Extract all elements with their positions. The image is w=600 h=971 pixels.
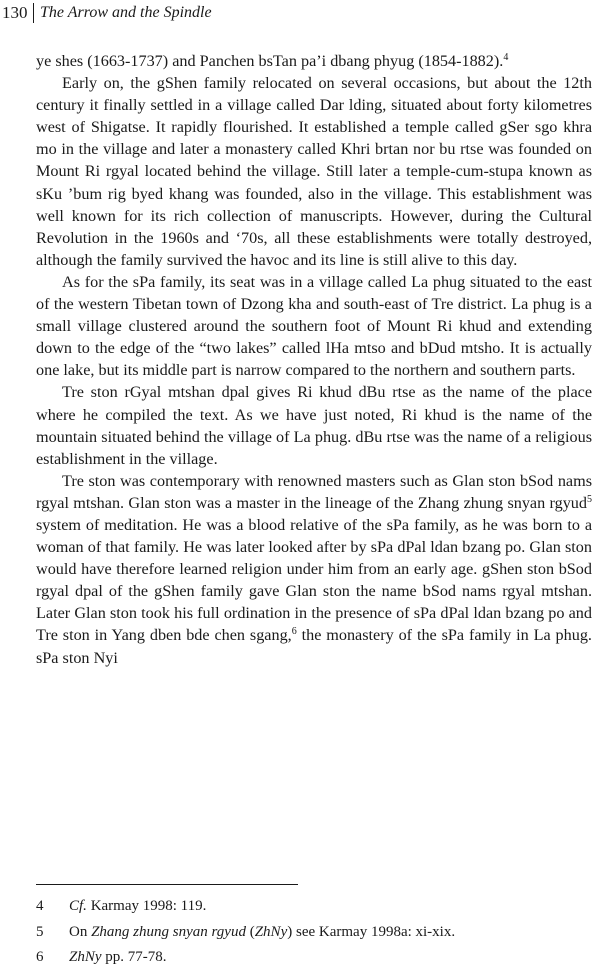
paragraph-text: the monastery of the sPa family in La phug. sPa ston Nyi xyxy=(36,626,592,667)
header-divider xyxy=(33,3,35,23)
paragraph-text: ye shes (1663-1737) and Panchen bsTan pa’i dbang phyug (1854-1882). xyxy=(36,52,504,70)
paragraph-text: Early on, the gShen family relocated on several occasions, but about the 12th century it finally settled in a village called Dar lding, situated about forty kilometres west of Shigatse. It rapidly flourished. It established a temple called gSer sgo khra mo in the village and later a monastery called Khri brtan nor bu rtse was founded on Mount Ri rgyal located behind the village. Still later a temple-cum-stupa known as sKu ’bum rig byed khang was founded, also in the village. This establishment was well known for its rich collection of manuscripts. However, during the Cultural Revolution in the 1960s and ‘70s, all these establishments were totally destroyed, although the family survived the havoc and its line is still alive to this day. xyxy=(36,74,592,269)
footnote-number: 6 xyxy=(36,949,44,965)
footnote-italic: ZhNy xyxy=(254,923,288,940)
footnote-ref-5[interactable]: 5 xyxy=(587,493,592,505)
footnote-mid: ( xyxy=(245,923,255,940)
running-title: The Arrow and the Spindle xyxy=(40,4,212,21)
footnote-ref-6[interactable]: 6 xyxy=(291,626,297,638)
body-text xyxy=(36,50,592,669)
footnote-rule xyxy=(36,884,298,885)
paragraph-text: As for the sPa family, its seat was in a village called La phug situated to the east of the western Tibetan town of Dzong kha and south-east of Tre district. La phug is a small village clustered around the southern foot of Mount Ri khud and extending down to the edge of the “two lakes” called lHa mtso and bDud mtsho. It is actually one lake, but its middle part is narrow compared to the northern and southern parts. xyxy=(36,272,592,380)
paragraph-1 xyxy=(36,50,592,72)
running-head xyxy=(2,2,212,24)
footnote-italic: ZhNy xyxy=(69,949,102,965)
footnote-ref-4[interactable]: 4 xyxy=(503,52,509,63)
footnote-body: ) see Karmay 1998a: xi-xix. xyxy=(287,923,456,940)
paragraph-5 xyxy=(36,470,592,669)
footnote-number: 5 xyxy=(36,923,44,940)
footnote-prefix: On xyxy=(69,923,92,940)
footnote-italic: Zhang zhung snyan rgyud xyxy=(91,923,246,940)
paragraph-text: Tre ston was contemporary with renowned masters such as Glan ston bSod nams rgyal mtshan. Glan ston was a master in the lineage of the Zhang zhung snyan rgyud xyxy=(36,471,592,512)
footnote-4 xyxy=(36,894,592,920)
footnote-6 xyxy=(36,945,592,971)
footnotes xyxy=(36,894,592,971)
footnote-number: 4 xyxy=(36,898,44,914)
footnote-text xyxy=(69,920,455,946)
footnote-italic: Cf. xyxy=(69,898,87,914)
paragraph-2 xyxy=(36,72,592,271)
footnote-text xyxy=(69,945,167,971)
footnote-body: Karmay 1998: 119. xyxy=(86,898,207,914)
paragraph-text: Tre ston rGyal mtshan dpal gives Ri khud dBu rtse as the name of the place where he compiled the text. As we have just noted, Ri khud is the name of the mountain situated behind the village of La phug. dBu rtse was the name of a religious establishment in the village. xyxy=(36,383,592,468)
footnote-body: pp. 77-78. xyxy=(101,949,167,965)
paragraph-4 xyxy=(36,381,592,469)
footnote-text xyxy=(69,894,206,920)
paragraph-text: system of meditation. He was a blood relative of the sPa family, as he was born to a woman of that family. He was later looked after by sPa dPal ldan bzang po. Glan ston would have therefore learned religion under him from an early age. gShen ston bSod rgyal dpal of the gShen family gave Glan ston the name bSod nams rgyal mtshan. Later Glan ston took his full ordination in the presence of sPa dPal ldan bzang po and Tre ston in Yang dben bde chen sgang, xyxy=(36,515,592,645)
paragraph-3 xyxy=(36,271,592,381)
page-number: 130 xyxy=(2,3,28,22)
footnote-5 xyxy=(36,920,592,946)
